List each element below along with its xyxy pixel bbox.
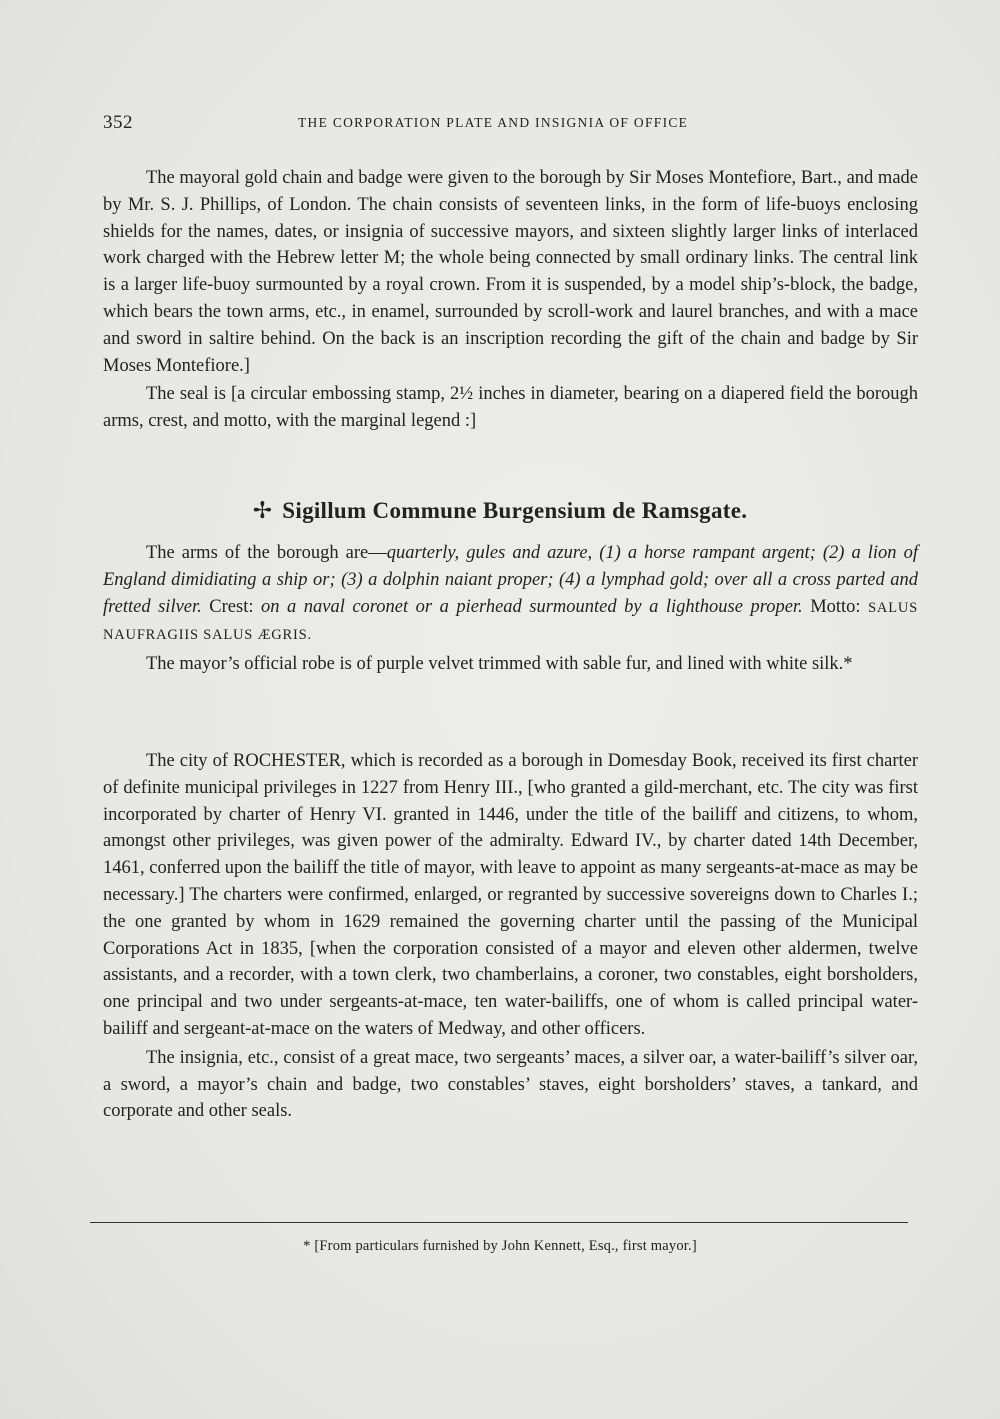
- motto-text: SALUS NAUFRAGIIS SALUS ÆGRIS.: [103, 599, 918, 644]
- cross-icon: ✢: [252, 498, 273, 523]
- crest-label: Crest:: [201, 596, 261, 617]
- rochester-section: [103, 748, 918, 1125]
- footnote: * [From particulars furnished by John Kennett, Esq., first mayor.]: [303, 1238, 697, 1254]
- seal-paragraph: The seal is [a circular embossing stamp, 2½ inches in diameter, bearing on a diapered field the borough arms, crest, and motto, with the marginal legend :]: [103, 384, 918, 432]
- seal-legend: [0, 498, 1000, 524]
- page-number: 352: [103, 112, 133, 133]
- arms-blazon: quarterly, gules and azure, (1) a horse rampant argent; (2) a lion of England dimidiating a ship or; (3) a dolphin naiant proper; (4) a lymphad gold; over all a cross parted and fretted silver.: [103, 543, 918, 617]
- running-head: [103, 112, 918, 136]
- running-title: THE CORPORATION PLATE AND INSIGNIA OF OFFICE: [298, 115, 689, 130]
- chain-paragraph: The mayoral gold chain and badge were given to the borough by Sir Moses Montefiore, Bart., and made by Mr. S. J. Phillips, of London. The chain consists of seventeen links, in the form of life-buoys enclosing shields for the names, dates, or insignia of successive mayors, and sixteen slightly larger links of interlaced work charged with the Hebrew letter M; the whole being connected by small ordinary links. The central link is a larger life-buoy surmounted by a royal crown. From it is suspended, by a model ship’s-block, the badge, which bears the town arms, etc., in enamel, surrounded by scroll-work and laurel branches, and with a mace and sword in saltire behind. On the back is an inscription recording the gift of the chain and badge by Sir Moses Montefiore.]: [103, 168, 918, 376]
- motto-label: Motto:: [802, 596, 869, 617]
- rochester-history-paragraph: The city of ROCHESTER, which is recorded as a borough in Domesday Book, received its first charter of definite municipal privileges in 1227 from Henry III., [who granted a gild-merchant, etc. The city was first incorporated by charter of Henry VI. granted in 1446, under the title of the bailiff and citizens, to whom, amongst other privileges, was given power of the admiralty. Edward IV., by charter dated 14th December, 1461, conferred upon the bailiff the title of mayor, with leave to appoint as many sergeants-at-mace as may be necessary.] The charters were confirmed, enlarged, or regranted by successive sovereigns down to Charles I.; the one granted by whom in 1629 remained the governing charter until the passing of the Municipal Corporations Act in 1835, [when the corporation consisted of a mayor and eleven other aldermen, twelve assistants, and a recorder, with a town clerk, two chamberlains, a coroner, two constables, eight borsholders, one principal and two under sergeants-at-mace, ten water-bailiffs, one of whom is called principal water-bailiff and sergeant-at-mace on the waters of Medway, and other officers.: [103, 751, 918, 1039]
- seal-legend-text: Sigillum Commune Burgensium de Ramsgate.: [282, 498, 748, 523]
- arms-lead: The arms of the borough are—: [146, 543, 387, 563]
- footnote-rule: [90, 1222, 908, 1223]
- ramsgate-arms-section: [103, 540, 918, 678]
- arms-paragraph: [103, 540, 918, 649]
- crest-blazon: on a naval coronet or a pierhead surmounted by a lighthouse proper.: [260, 596, 803, 617]
- robe-paragraph: The mayor’s official robe is of purple velvet trimmed with sable fur, and lined with white silk.*: [146, 654, 853, 675]
- rochester-insignia-paragraph: The insignia, etc., consist of a great mace, two sergeants’ maces, a silver oar, a water-bailiff’s silver oar, a sword, a mayor’s chain and badge, two constables’ staves, eight borsholders’ staves, a tankard, and corporate and other seals.: [103, 1047, 918, 1122]
- ramsgate-chain-and-seal-section: [103, 165, 918, 435]
